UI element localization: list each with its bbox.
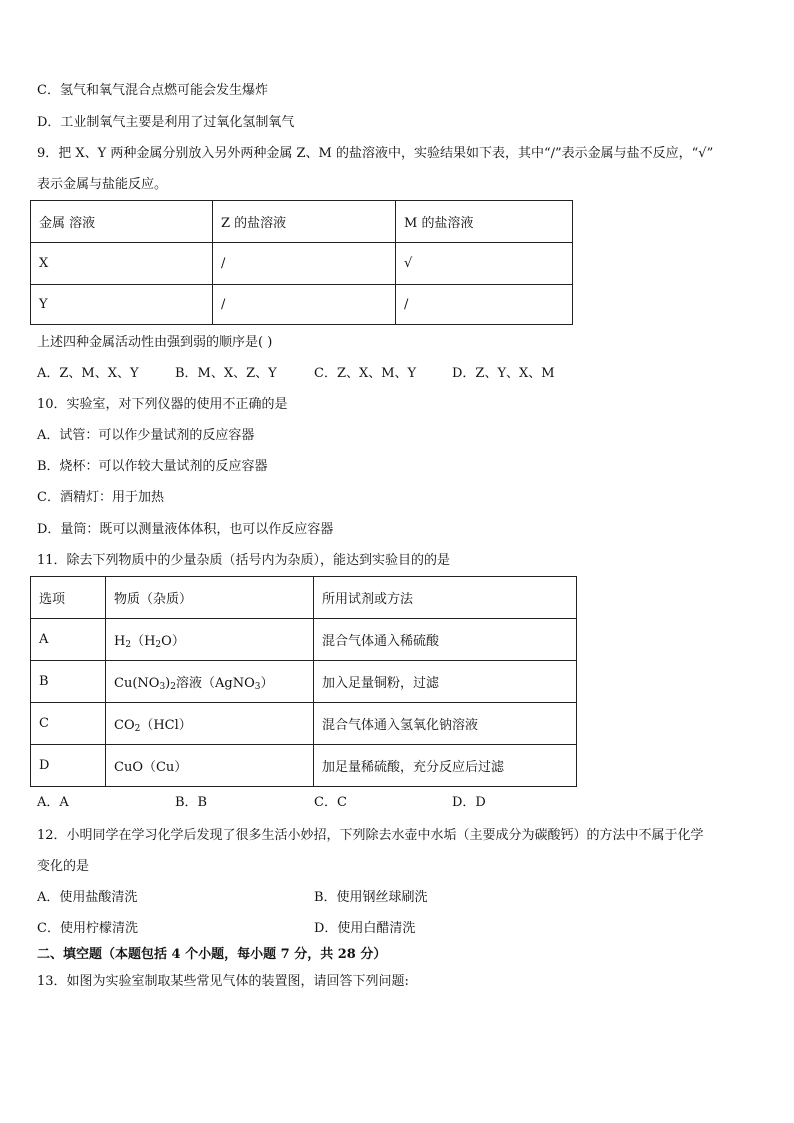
q10-option-a: A．试管：可以作少量试剂的反应容器	[37, 428, 255, 443]
q9-option-b: B．M、X、Z、Y	[175, 366, 277, 381]
q12-option-d: D．使用白醋清洗	[314, 921, 416, 936]
table-cell: /	[213, 285, 396, 325]
q11-option-b: B．B	[175, 795, 208, 810]
table-cell: 混合气体通入稀硫酸	[314, 619, 577, 661]
section-title: 二、填空题（本题包括 4 个小题，每小题 7 分，共 28 分）	[37, 947, 387, 962]
table-cell: B	[31, 661, 106, 703]
table-row	[31, 201, 573, 243]
q12-option-b: B．使用钢丝球刷洗	[314, 890, 428, 905]
q11-stem: 11．除去下列物质中的少量杂质（括号内为杂质），能达到实验目的的是	[37, 553, 451, 568]
table-cell: 加入足量铜粉，过滤	[314, 661, 577, 703]
table-cell: $Cu(NO_3)_2$溶液（AgNO$_3$）	[106, 661, 314, 703]
table-cell: 混合气体通入氢氧化钠溶液	[314, 703, 577, 745]
q9-option-a: A．Z、M、X、Y	[37, 366, 139, 381]
q10-option-b: B．烧杯：可以作较大量试剂的反应容器	[37, 459, 268, 474]
q9-question: 上述四种金属活动性由强到弱的顺序是( )	[37, 335, 273, 350]
q9-stem-line2: 表示金属与盐能反应。	[37, 177, 168, 192]
table-row	[31, 619, 577, 661]
table-cell: A	[31, 619, 106, 661]
q13-stem: 13．如图为实验室制取某些常见气体的装置图，请回答下列问题:	[37, 974, 409, 989]
table-cell: D	[31, 745, 106, 787]
q11-table	[30, 576, 577, 787]
q12-stem-line2: 变化的是	[37, 859, 90, 874]
table-cell: $H_2(H_2O)$	[106, 619, 314, 661]
q12-option-c: C．使用柠檬清洗	[37, 921, 138, 936]
q8-option-c: C．氢气和氧气混合点燃可能会发生爆炸	[37, 83, 268, 98]
q9-option-c: C．Z、X、M、Y	[314, 366, 417, 381]
q11-option-c: C．C	[314, 795, 347, 810]
table-header: 物质（杂质）	[106, 577, 314, 619]
table-cell: 加足量稀硫酸，充分反应后过滤	[314, 745, 577, 787]
table-row	[31, 745, 577, 787]
q11-option-a: A．A	[37, 795, 69, 810]
table-row	[31, 661, 577, 703]
table-cell: CuO（Cu）	[106, 745, 314, 787]
q12-option-a: A．使用盐酸清洗	[37, 890, 138, 905]
table-header: Z 的盐溶液	[213, 201, 396, 243]
q9-option-d: D．Z、Y、X、M	[452, 366, 555, 381]
table-row	[31, 243, 573, 285]
q11-option-d: D．D	[452, 795, 486, 810]
table-cell: /	[396, 285, 573, 325]
q8-option-d: D．工业制氧气主要是利用了过氧化氢制氧气	[37, 115, 295, 130]
q10-stem: 10．实验室，对下列仪器的使用不正确的是	[37, 397, 288, 412]
table-cell: C	[31, 703, 106, 745]
table-cell: /	[213, 243, 396, 285]
table-row	[31, 577, 577, 619]
table-row	[31, 703, 577, 745]
table-cell: X	[31, 243, 213, 285]
table-header: M 的盐溶液	[396, 201, 573, 243]
q10-option-d: D．量筒：既可以测量液体体积，也可以作反应容器	[37, 522, 334, 537]
table-header: 所用试剂或方法	[314, 577, 577, 619]
table-cell: Y	[31, 285, 213, 325]
table-header: 金属 溶液	[31, 201, 213, 243]
q9-table	[30, 200, 573, 325]
table-header: 选项	[31, 577, 106, 619]
table-cell: √	[396, 243, 573, 285]
q12-stem-line1: 12．小明同学在学习化学后发现了很多生活小妙招，下列除去水壶中水垢（主要成分为碳酸钙）的方法中不属于化学	[37, 828, 704, 843]
table-cell: $CO_2(HCl)$	[106, 703, 314, 745]
q10-option-c: C．酒精灯：用于加热	[37, 490, 164, 505]
table-row	[31, 285, 573, 325]
q9-stem-line1: 9．把 X、Y 两种金属分别放入另外两种金属 Z、M 的盐溶液中，实验结果如下表，其中“/”表示金属与盐不反应，“√”	[37, 146, 714, 161]
